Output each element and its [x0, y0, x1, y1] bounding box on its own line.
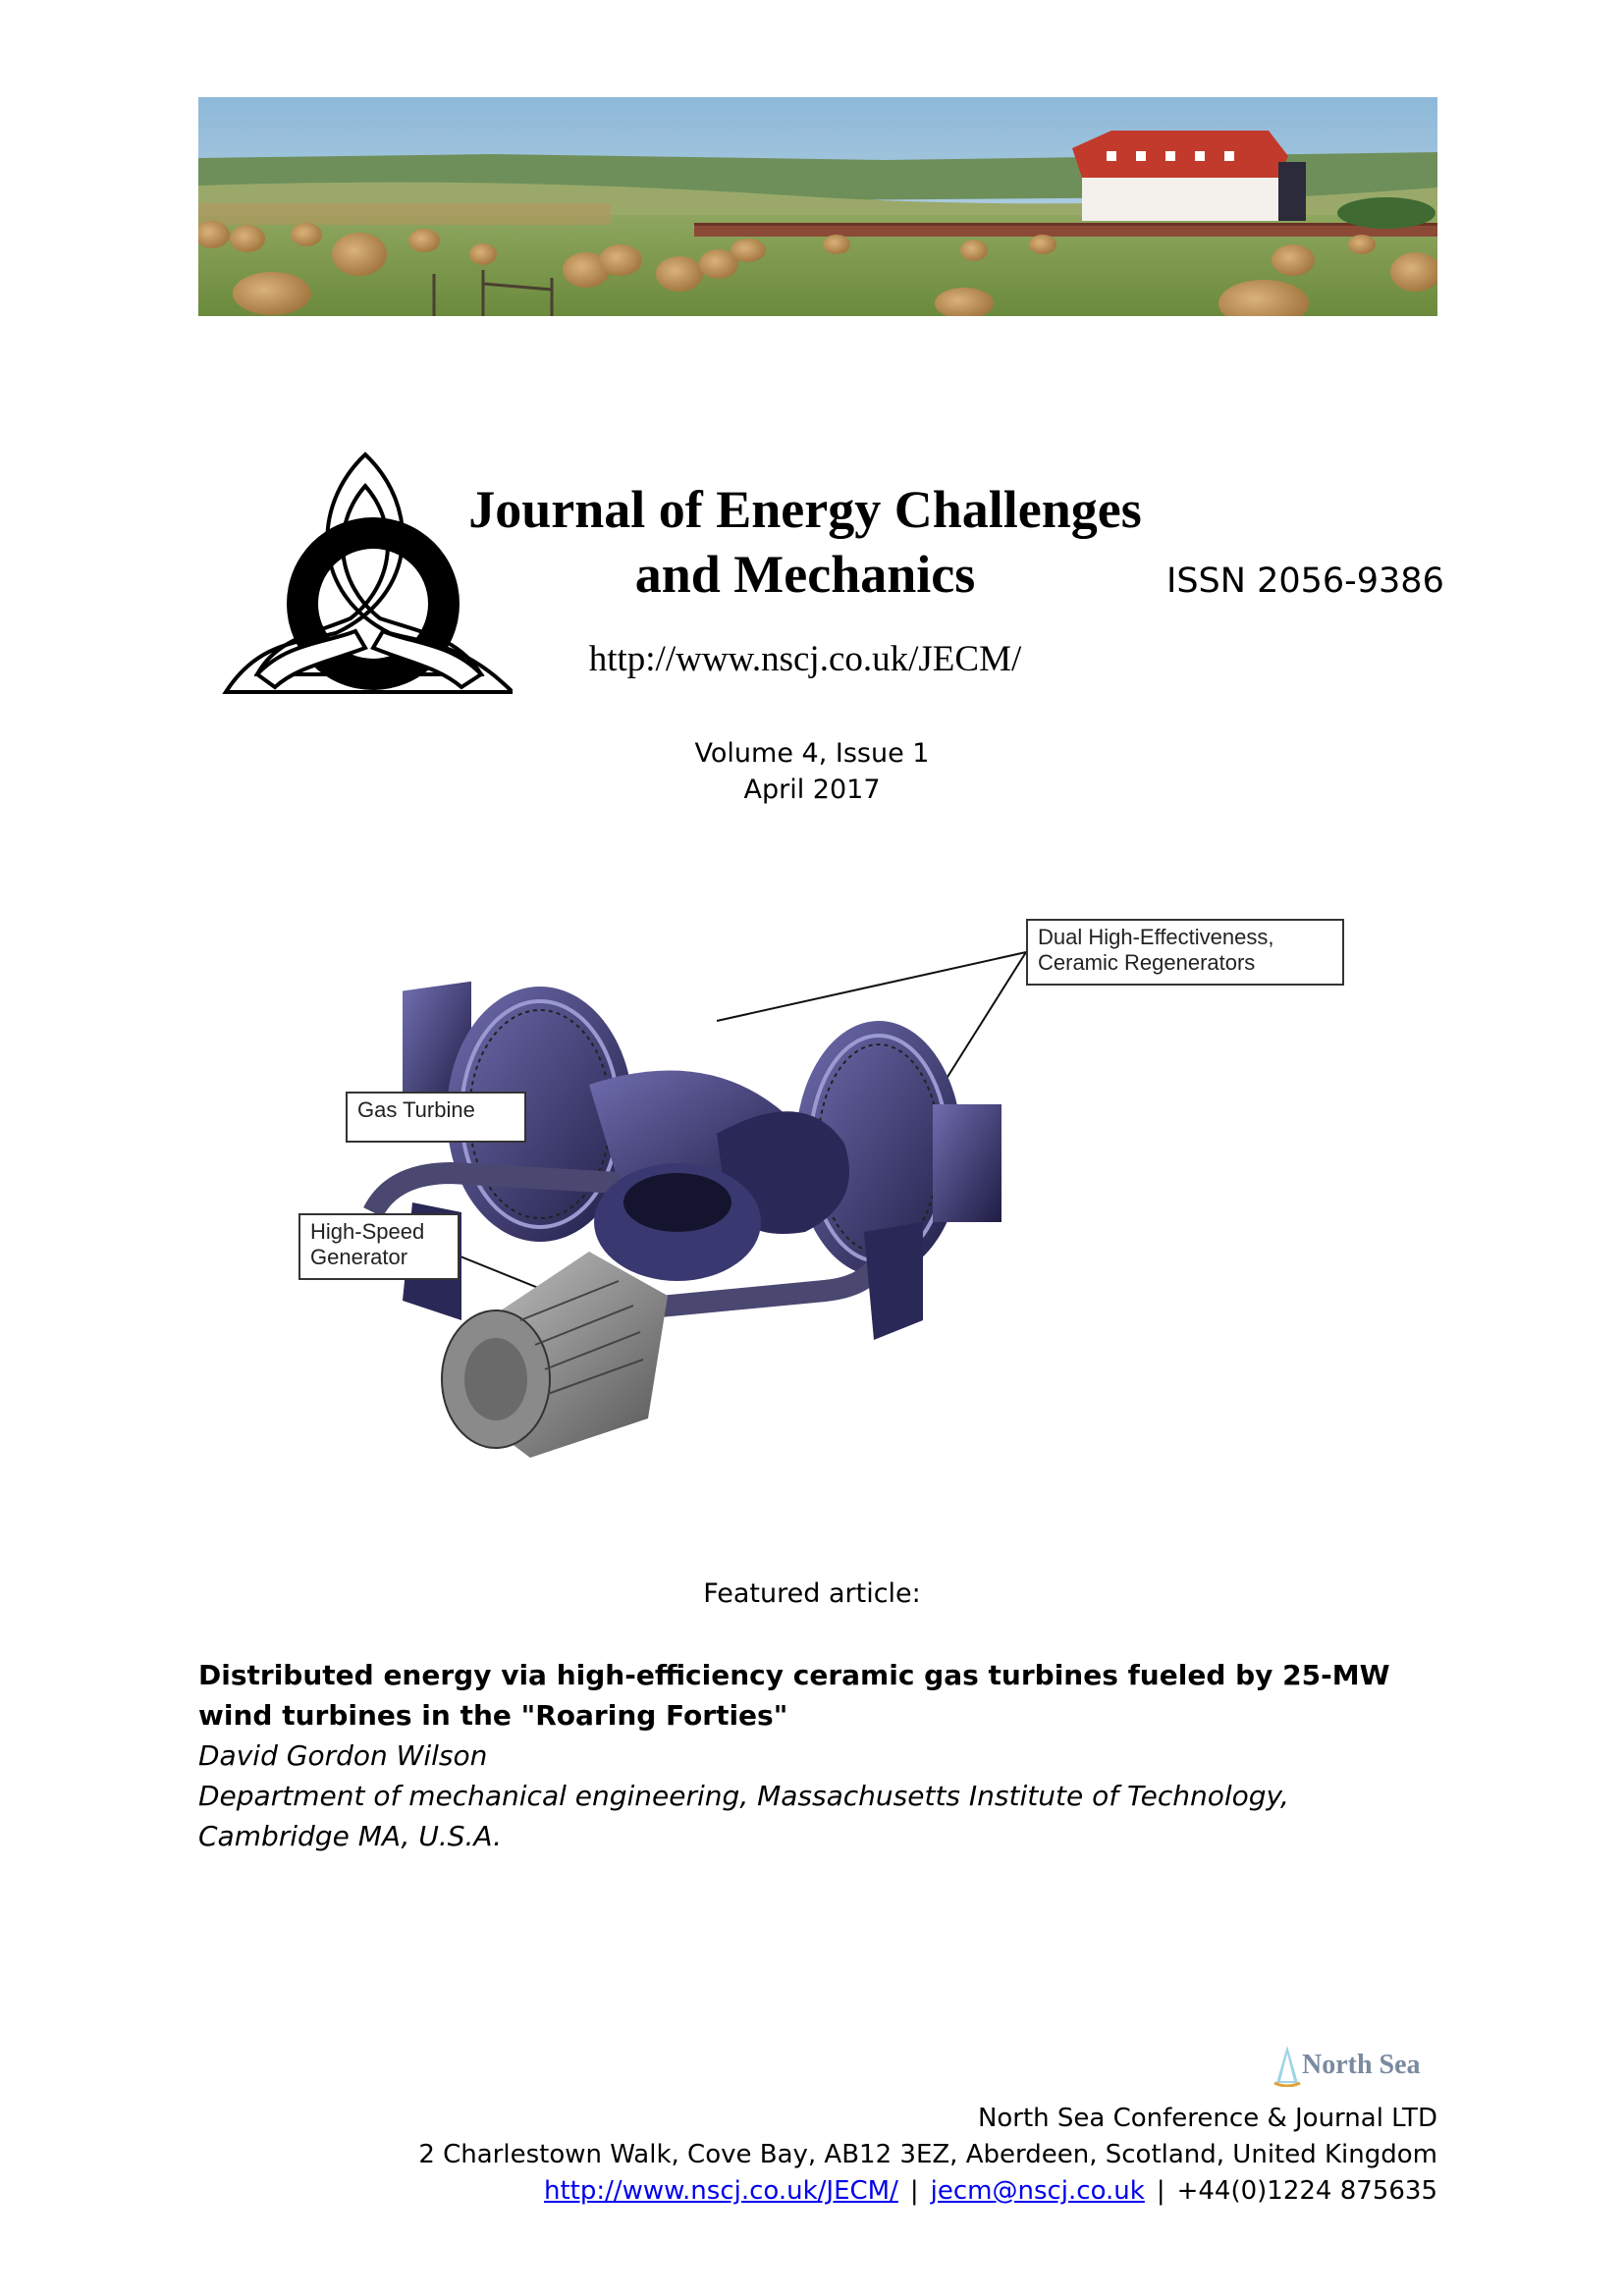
- callout-gas-turbine: [346, 1092, 526, 1143]
- callout-gas-turbine-line1: Gas Turbine: [357, 1097, 475, 1122]
- north-sea-logo: [1272, 2044, 1430, 2087]
- separator: |: [909, 2176, 919, 2206]
- issue-date: April 2017: [743, 774, 881, 805]
- separator: |: [1156, 2176, 1165, 2206]
- issn-number: ISSN 2056-9386: [1166, 561, 1444, 601]
- article-title: Distributed energy via high-efficiency ceramic gas turbines fueled by 25-MW wind turbines in the "Roaring Forties": [198, 1659, 1390, 1732]
- north-sea-logo-text: North Sea: [1302, 2050, 1421, 2080]
- website-link[interactable]: http://www.nscj.co.uk/JECM/: [543, 2176, 898, 2206]
- email-link[interactable]: jecm@nscj.co.uk: [930, 2176, 1145, 2206]
- sail-icon: [1272, 2044, 1302, 2087]
- publisher-name: North Sea Conference & Journal LTD: [977, 2104, 1437, 2133]
- phone-number: +44(0)1224 875635: [1176, 2176, 1437, 2206]
- featured-article: [198, 1655, 1437, 1856]
- turbine-assembly-drawing: [295, 908, 1335, 1487]
- callout-generator-line1: High-Speed: [310, 1219, 425, 1244]
- article-author: David Gordon Wilson: [198, 1739, 488, 1772]
- journal-title-line2: and Mechanics: [634, 545, 976, 604]
- callout-regenerators-line1: Dual High-Effectiveness,: [1038, 925, 1274, 949]
- callout-regenerators-line2: Ceramic Regenerators: [1038, 950, 1256, 975]
- journal-title: [447, 477, 1164, 607]
- publisher-address: 2 Charlestown Walk, Cove Bay, AB12 3EZ, Aberdeen, Scotland, United Kingdom: [418, 2140, 1437, 2169]
- publisher-contacts: [295, 2176, 1437, 2206]
- gas-turbine-figure: [295, 908, 1335, 1487]
- volume-issue: Volume 4, Issue 1: [694, 738, 930, 769]
- farm-landscape-image: [198, 97, 1437, 316]
- featured-article-label: Featured article:: [703, 1578, 921, 1609]
- article-affiliation: Department of mechanical engineering, Massachusetts Institute of Technology, Cambridge MA, U.S.A.: [198, 1780, 1289, 1852]
- journal-title-line1: Journal of Energy Challenges: [468, 480, 1142, 539]
- callout-generator: [298, 1213, 460, 1280]
- callout-generator-line2: Generator: [310, 1245, 408, 1269]
- callout-regenerators: [1026, 919, 1344, 986]
- header-banner-photo: [198, 97, 1437, 316]
- journal-url: http://www.nscj.co.uk/JECM/: [588, 639, 1022, 679]
